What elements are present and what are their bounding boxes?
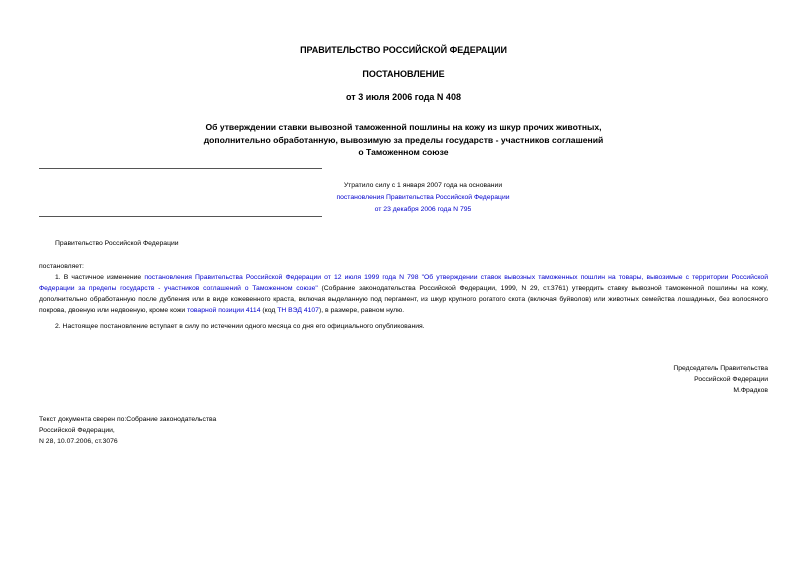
decree-798-link[interactable]: постановления Правительства Российской Федерации от 12 июля 1999 года N 798 "Об утверждении ставок вывозных таможенных пошлин на товары, вывозимые с территории Российской Федерации за пределы государств - участников соглашений о Таможенном союзе"	[39, 274, 768, 292]
source-line-1: Текст документа сверен по:Собрание законодательства	[39, 416, 217, 423]
document-date-number: от 3 июля 2006 года N 408	[346, 92, 461, 102]
p1-start-text: 1. В частичное изменение	[55, 274, 145, 281]
title-line-1: Об утверждении ставки вывозной таможенной пошлины на кожу из шкур прочих животных,	[205, 122, 602, 132]
signature-block	[560, 363, 768, 396]
source-note	[39, 414, 216, 447]
source-line-2: Российской Федерации,	[39, 427, 115, 434]
status-top-rule	[39, 168, 322, 169]
p1-end-text: ), в размере, равном нулю.	[318, 307, 405, 314]
decrees-text: постановляет:	[39, 263, 84, 270]
paragraph-2: 2. Настоящее постановление вступает в силу по истечении одного месяца со дня его официального опубликования.	[55, 323, 425, 330]
repeal-decree-date-link[interactable]: от 23 декабря 2006 года N 795	[374, 206, 472, 213]
p1-mid-text: (Собрание законодательства Российской Федерации, 1999, N 29, ст.3761) утвердить ставку вывозной таможенной пошлины на кожу, дополнительно обработанную после дубления или в виде кожевенного краста, включая выделанную под пергамент, из шкур крупного рогатого скота (включая буйволов) или животных семейства лошадиных, без волосяного покрова, двоеную или недвоеную, кроме кожи	[39, 285, 768, 314]
p1-code-open-text: (код	[260, 307, 278, 314]
source-line-3: N 28, 10.07.2006, ст.3076	[39, 438, 118, 445]
title-line-2: дополнительно обработанную, вывозимую за пределы государств - участников соглашений	[203, 134, 604, 145]
title-line-3: о Таможенном союзе	[358, 147, 449, 157]
signature-country: Российской Федерации	[694, 376, 768, 383]
intro-text: Правительство Российской Федерации	[55, 240, 179, 247]
status-text: Утратило силу с 1 января 2007 года на основании	[343, 182, 503, 189]
signature-name: М.Фрадков	[733, 387, 768, 394]
repeal-decree-link[interactable]: постановления Правительства Российской Федерации	[336, 194, 510, 201]
document-title	[0, 121, 807, 159]
tariff-position-4114-link[interactable]: товарной позиции 4114	[187, 307, 261, 314]
government-heading: ПРАВИТЕЛЬСТВО РОССИЙСКОЙ ФЕДЕРАЦИИ	[300, 45, 507, 55]
tn-ved-4107-link[interactable]: ТН ВЭД 4107	[277, 307, 319, 314]
document-type: ПОСТАНОВЛЕНИЕ	[362, 69, 445, 79]
status-bottom-rule	[39, 216, 322, 217]
status-note	[300, 180, 546, 216]
signature-position: Председатель Правительства	[673, 365, 768, 372]
paragraph-1	[39, 272, 768, 316]
